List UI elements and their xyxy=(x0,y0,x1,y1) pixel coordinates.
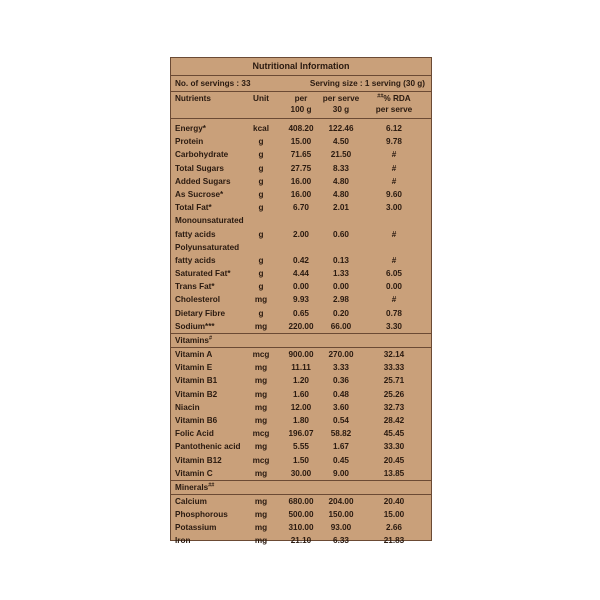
table-row xyxy=(171,214,431,227)
nutrient-name: Sodium*** xyxy=(175,321,215,331)
table-row xyxy=(171,188,431,201)
nutrient-unit: mg xyxy=(254,389,268,399)
nutrient-unit: g xyxy=(258,269,264,279)
value-rda: 25.26 xyxy=(383,389,405,399)
nutrient-unit: mg xyxy=(254,442,268,452)
nutrient-name: Vitamin E xyxy=(175,363,213,373)
value-per-serve: 0.60 xyxy=(333,229,349,239)
header-nutrients: Nutrients xyxy=(175,94,211,103)
value-rda: # xyxy=(391,255,397,265)
value-per-100g: 30.00 xyxy=(290,468,312,478)
nutrient-unit: g xyxy=(258,150,264,160)
value-per-serve: 2.01 xyxy=(333,203,349,213)
nutrient-unit: mg xyxy=(254,295,268,305)
nutrient-name: Total Sugars xyxy=(175,163,224,173)
nutrient-name: Added Sugars xyxy=(175,176,231,186)
nutrient-name: Vitamin A xyxy=(175,350,213,359)
table-row xyxy=(171,162,431,175)
nutrient-unit: g xyxy=(258,189,264,199)
nutrient-name: As Sucrose* xyxy=(175,189,224,199)
serving-size: Serving size : 1 serving (30 g) xyxy=(309,79,425,88)
nutrient-unit: mcg xyxy=(252,350,270,359)
value-rda: 3.00 xyxy=(386,203,402,213)
value-per-100g: 1.20 xyxy=(293,376,309,386)
nutrient-name: Vitamin B2 xyxy=(175,389,218,399)
value-per-100g: 16.00 xyxy=(290,189,312,199)
value-rda: 6.05 xyxy=(386,269,402,279)
table-row xyxy=(171,427,431,440)
value-rda: 32.73 xyxy=(383,402,405,412)
table-row xyxy=(171,267,431,280)
value-per-serve: 0.45 xyxy=(333,455,349,465)
value-per-serve: 93.00 xyxy=(330,523,352,533)
value-per-100g: 11.11 xyxy=(291,363,311,373)
value-rda: # xyxy=(391,150,397,160)
table-row xyxy=(171,148,431,161)
header-unit: Unit xyxy=(253,94,269,103)
value-per-serve: 2.98 xyxy=(333,295,349,305)
table-row xyxy=(171,440,431,453)
table-row xyxy=(171,401,431,414)
value-per-100g: 1.60 xyxy=(293,389,309,399)
table-row xyxy=(171,201,431,214)
nutrient-name: Vitamin C xyxy=(175,468,213,478)
nutrient-unit: mg xyxy=(254,523,268,533)
value-per-serve: 3.33 xyxy=(333,363,349,373)
nutrient-unit: mcg xyxy=(252,429,270,439)
nutrient-name: Total Fat* xyxy=(175,203,212,213)
value-per-serve: 9.00 xyxy=(333,468,349,478)
value-per-100g: 500.00 xyxy=(288,510,314,520)
table-row xyxy=(171,414,431,427)
value-per-serve: 0.13 xyxy=(333,255,349,265)
value-rda: # xyxy=(391,229,397,239)
value-rda: 33.33 xyxy=(383,363,405,373)
table-row xyxy=(171,521,431,534)
table-row xyxy=(171,135,431,148)
nutrient-name: Saturated Fat* xyxy=(175,269,231,279)
value-per-100g: 0.65 xyxy=(293,308,309,318)
value-per-serve: 0.48 xyxy=(333,389,349,399)
value-rda: 6.12 xyxy=(386,124,402,133)
nutrients-section xyxy=(171,122,431,333)
value-per-100g: 1.80 xyxy=(293,415,309,425)
table-row xyxy=(171,454,431,467)
value-rda: 32.14 xyxy=(383,350,405,359)
value-rda: 15.00 xyxy=(383,510,405,520)
nutrient-name: fatty acids xyxy=(175,255,216,265)
nutrient-name: Monounsaturated xyxy=(175,216,244,226)
nutrient-name: Vitamin B12 xyxy=(175,455,222,465)
value-rda: 20.45 xyxy=(383,455,405,465)
value-rda: 28.42 xyxy=(383,415,405,425)
value-rda: 9.78 xyxy=(386,137,402,147)
value-per-100g: 680.00 xyxy=(288,496,314,506)
value-per-serve: 21.50 xyxy=(330,150,352,160)
value-rda: # xyxy=(391,295,397,305)
nutrient-name: Cholesterol xyxy=(175,295,221,305)
value-per-serve: 3.60 xyxy=(333,402,349,412)
nutrient-unit: mg xyxy=(254,363,268,373)
table-row xyxy=(171,307,431,320)
panel-title: Nutritional Information xyxy=(171,58,431,76)
nutrient-unit: g xyxy=(258,282,264,292)
nutrient-unit: mg xyxy=(254,496,268,506)
nutrient-unit: mg xyxy=(254,510,268,520)
value-per-100g: 9.93 xyxy=(293,295,309,305)
table-row xyxy=(171,241,431,254)
table-row xyxy=(171,320,431,333)
header-serve-line1: per serve xyxy=(322,94,360,103)
value-rda: 13.85 xyxy=(383,468,405,478)
value-per-serve: 0.54 xyxy=(333,415,349,425)
value-per-serve: 58.82 xyxy=(330,429,352,439)
table-row xyxy=(171,467,431,480)
value-per-serve: 4.80 xyxy=(333,176,349,186)
value-per-100g: 310.00 xyxy=(288,523,314,533)
nutrient-name: Niacin xyxy=(175,402,200,412)
table-row xyxy=(171,175,431,188)
nutrient-name: Polyunsaturated xyxy=(175,242,240,252)
value-per-100g: 5.55 xyxy=(293,442,309,452)
nutrient-name: Vitamin B6 xyxy=(175,415,218,425)
nutrient-unit: mg xyxy=(254,536,268,546)
nutrient-unit: g xyxy=(258,203,264,213)
value-per-100g: 21.10 xyxy=(290,536,312,546)
table-row xyxy=(171,280,431,293)
value-per-serve: 270.00 xyxy=(328,350,354,359)
table-row xyxy=(171,534,431,547)
nutrient-name: Potassium xyxy=(175,523,217,533)
nutrient-unit: g xyxy=(258,229,264,239)
value-per-100g: 27.75 xyxy=(290,163,312,173)
nutrition-panel xyxy=(170,57,432,546)
nutrient-name: Calcium xyxy=(175,496,207,506)
nutrient-unit: g xyxy=(258,137,264,147)
table-row xyxy=(171,508,431,521)
header-rda-sup: ## xyxy=(377,93,384,100)
value-per-100g: 0.42 xyxy=(293,255,309,265)
value-per-100g: 0.00 xyxy=(293,282,309,292)
value-per-serve: 204.00 xyxy=(328,496,354,506)
table-row xyxy=(171,348,431,361)
nutrient-unit: kcal xyxy=(253,124,269,133)
value-rda: 20.40 xyxy=(383,496,405,506)
value-per-serve: 4.80 xyxy=(333,189,349,199)
nutrient-name: Iron xyxy=(175,536,191,546)
table-row xyxy=(171,122,431,135)
vitamins-section xyxy=(171,348,431,480)
nutrient-name: Carbohydrate xyxy=(175,150,229,160)
value-per-100g: 1.50 xyxy=(293,455,309,465)
value-per-100g: 220.00 xyxy=(288,321,314,331)
nutrient-name: Phosphorous xyxy=(175,510,228,520)
nutrient-unit: mcg xyxy=(252,455,270,465)
value-per-serve: 8.33 xyxy=(333,163,349,173)
value-rda: 0.00 xyxy=(386,282,402,292)
value-rda: # xyxy=(391,163,397,173)
header-rda-line2: per serve xyxy=(375,105,413,114)
value-per-100g: 12.00 xyxy=(290,402,312,412)
nutrient-unit: mg xyxy=(254,402,268,412)
nutrient-unit: g xyxy=(258,308,264,318)
value-rda: 0.78 xyxy=(386,308,402,318)
minerals-section xyxy=(171,495,431,548)
nutrient-name: Pantothenic acid xyxy=(175,442,241,452)
nutrient-unit: mg xyxy=(254,468,268,478)
nutrient-name: Protein xyxy=(175,137,204,147)
value-rda: 9.60 xyxy=(386,189,402,199)
nutrient-unit: mg xyxy=(254,321,268,331)
value-per-serve: 4.50 xyxy=(333,137,349,147)
table-row xyxy=(171,374,431,387)
table-row xyxy=(171,293,431,306)
value-rda: 33.30 xyxy=(383,442,405,452)
value-rda: 2.66 xyxy=(386,523,402,533)
value-rda: 21.83 xyxy=(383,536,405,546)
nutrient-name: Vitamin B1 xyxy=(175,376,218,386)
nutrient-unit: g xyxy=(258,163,264,173)
header-serve-line2: 30 g xyxy=(332,105,350,114)
serving-info xyxy=(171,76,431,92)
table-row xyxy=(171,388,431,401)
table-row xyxy=(171,228,431,241)
value-per-serve: 6.33 xyxy=(333,536,349,546)
value-per-serve: 0.20 xyxy=(333,308,349,318)
servings-count: No. of servings : 33 xyxy=(175,79,251,88)
minerals-heading: Minerals## xyxy=(171,480,431,495)
nutrient-unit: mg xyxy=(254,415,268,425)
nutrient-unit: mg xyxy=(254,376,268,386)
nutrient-unit: g xyxy=(258,255,264,265)
vitamins-heading: Vitamins# xyxy=(171,333,431,348)
nutrient-name: Folic Acid xyxy=(175,429,214,439)
header-per100-line2: 100 g xyxy=(290,105,312,114)
value-rda: 3.30 xyxy=(386,321,402,331)
value-per-serve: 1.33 xyxy=(333,269,349,279)
value-per-serve: 122.46 xyxy=(328,124,354,133)
nutrient-name: Energy* xyxy=(175,124,206,133)
value-rda: # xyxy=(391,176,397,186)
value-per-serve: 66.00 xyxy=(330,321,352,331)
value-per-100g: 6.70 xyxy=(293,203,309,213)
value-per-serve: 0.00 xyxy=(333,282,349,292)
value-per-100g: 16.00 xyxy=(290,176,312,186)
value-per-100g: 71.65 xyxy=(290,150,312,160)
nutrient-unit: g xyxy=(258,176,264,186)
value-per-100g: 2.00 xyxy=(293,229,309,239)
value-rda: 25.71 xyxy=(383,376,405,386)
header-rda-line1: ##% RDA xyxy=(377,93,411,103)
table-row xyxy=(171,361,431,374)
value-per-serve: 150.00 xyxy=(328,510,354,520)
header-per100-line1: per xyxy=(294,94,308,103)
value-per-100g: 900.00 xyxy=(288,350,314,359)
table-row xyxy=(171,495,431,508)
table-header xyxy=(171,92,431,119)
nutrient-name: Dietary Fibre xyxy=(175,308,226,318)
value-per-100g: 408.20 xyxy=(288,124,314,133)
nutrient-name: fatty acids xyxy=(175,229,216,239)
value-per-100g: 15.00 xyxy=(290,137,312,147)
value-per-serve: 1.67 xyxy=(333,442,349,452)
value-per-100g: 4.44 xyxy=(293,269,309,279)
nutrient-name: Trans Fat* xyxy=(175,282,215,292)
value-rda: 45.45 xyxy=(383,429,405,439)
table-row xyxy=(171,254,431,267)
value-per-100g: 196.07 xyxy=(288,429,314,439)
value-per-serve: 0.36 xyxy=(333,376,349,386)
